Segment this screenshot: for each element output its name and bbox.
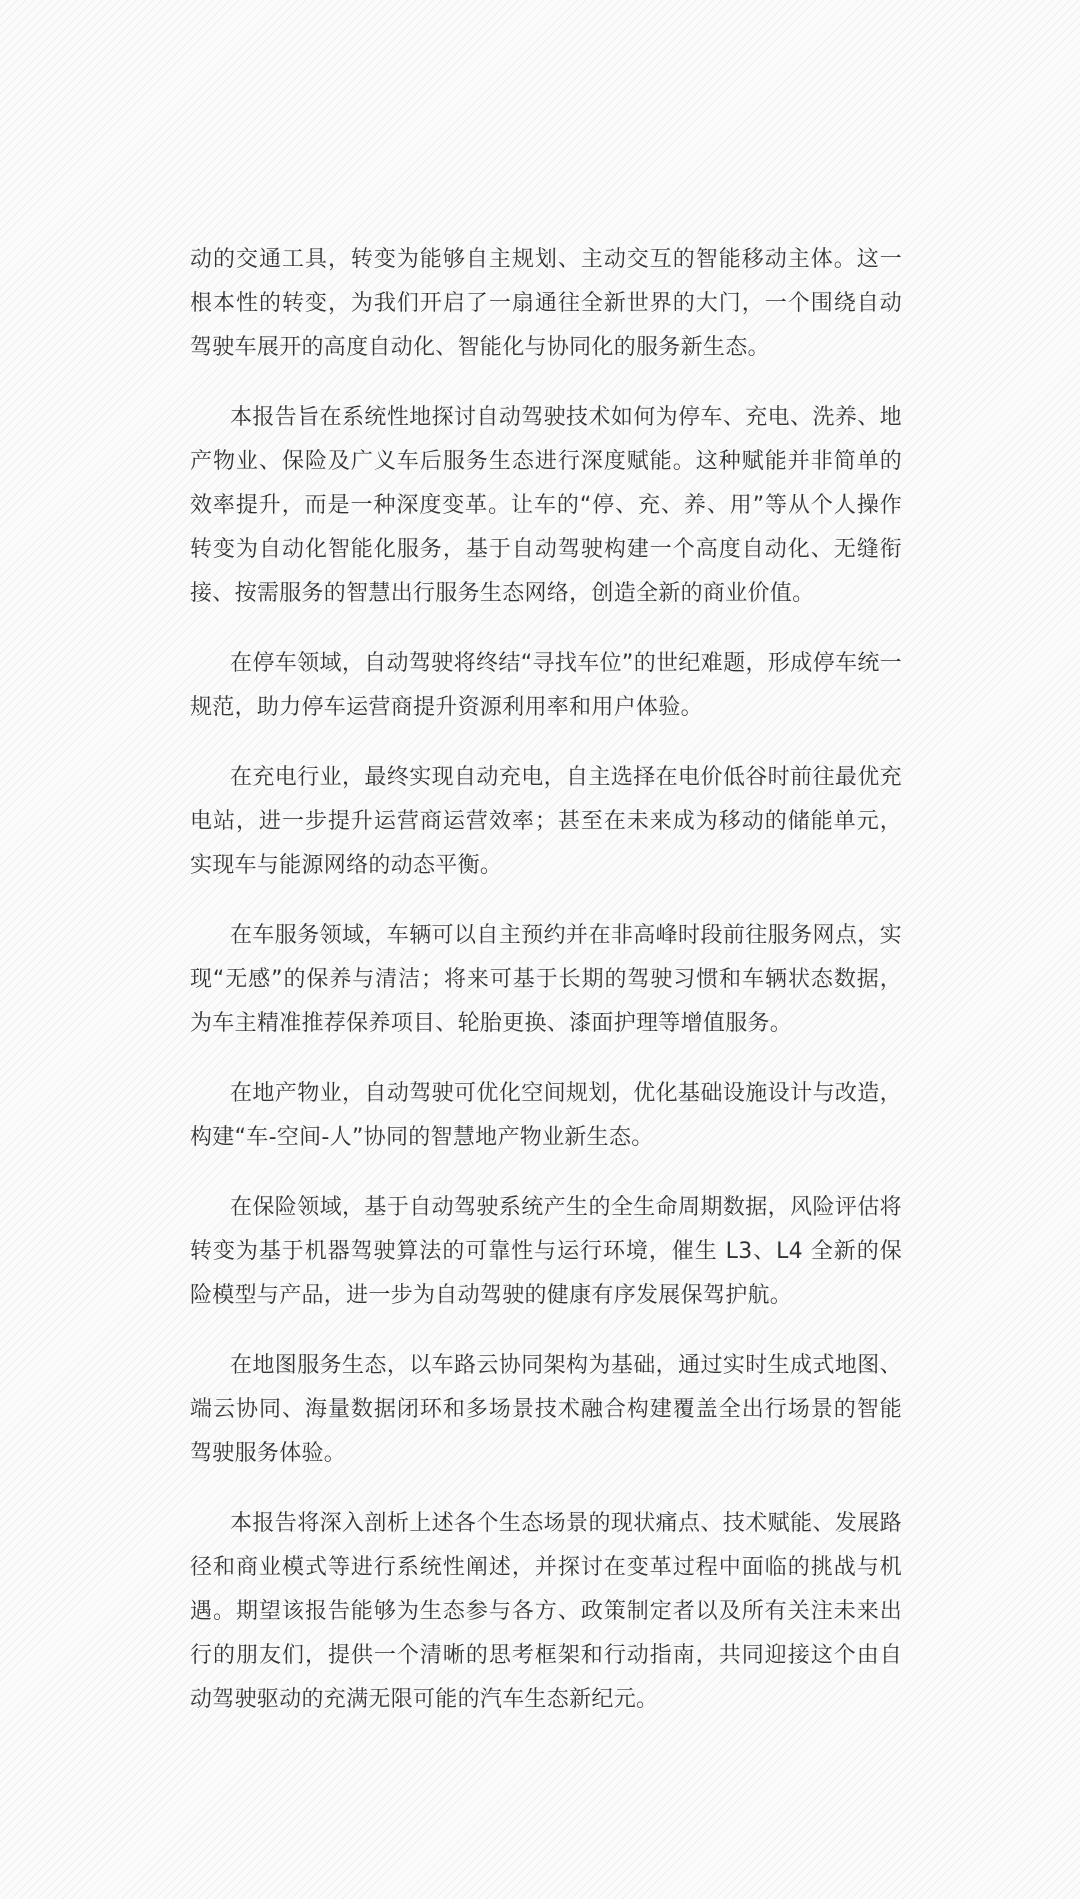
paragraph-charging: 在充电行业，最终实现自动充电，自主选择在电价低谷时前往最优充电站，进一步提升运营商运营效率；甚至在未来成为移动的储能单元，实现车与能源网络的动态平衡。	[190, 765, 902, 878]
paragraph-car-service: 在车服务领域，车辆可以自主预约并在非高峰时段前往服务网点，实现“无感”的保养与清洁；将来可基于长期的驾驶习惯和车辆状态数据，为车主精准推荐保养项目、轮胎更换、漆面护理等增值服务。	[190, 923, 902, 1036]
paragraph-map-service: 在地图服务生态，以车路云协同架构为基础，通过实时生成式地图、端云协同、海量数据闭环和多场景技术融合构建覆盖全出行场景的智能驾驶服务体验。	[190, 1353, 902, 1466]
document-body	[190, 238, 902, 1748]
paragraph-conclusion: 本报告将深入剖析上述各个生态场景的现状痛点、技术赋能、发展路径和商业模式等进行系统性阐述，并探讨在变革过程中面临的挑战与机遇。期望该报告能够为生态参与各方、政策制定者以及所有关注未来出行的朋友们，提供一个清晰的思考框架和行动指南，共同迎接这个由自动驾驶驱动的充满无限可能的汽车生态新纪元。	[190, 1511, 902, 1712]
paragraph-real-estate: 在地产物业，自动驾驶可优化空间规划，优化基础设施设计与改造，构建“车-空间-人”协同的智慧地产物业新生态。	[190, 1081, 902, 1150]
paragraph-intro-continuation: 动的交通工具，转变为能够自主规划、主动交互的智能移动主体。这一根本性的转变，为我们开启了一扇通往全新世界的大门，一个围绕自动驾驶车展开的高度自动化、智能化与协同化的服务新生态。	[190, 247, 902, 360]
paragraph-insurance: 在保险领域，基于自动驾驶系统产生的全生命周期数据，风险评估将转变为基于机器驾驶算法的可靠性与运行环境，催生 L3、L4 全新的保险模型与产品，进一步为自动驾驶的健康有序发展保驾护航。	[190, 1195, 902, 1308]
paragraph-report-purpose: 本报告旨在系统性地探讨自动驾驶技术如何为停车、充电、洗养、地产物业、保险及广义车后服务生态进行深度赋能。这种赋能并非简单的效率提升，而是一种深度变革。让车的“停、充、养、用”等从个人操作转变为自动化智能化服务，基于自动驾驶构建一个高度自动化、无缝衔接、按需服务的智慧出行服务生态网络，创造全新的商业价值。	[190, 405, 902, 606]
paragraph-parking: 在停车领域，自动驾驶将终结“寻找车位”的世纪难题，形成停车统一规范，助力停车运营商提升资源利用率和用户体验。	[190, 651, 902, 720]
